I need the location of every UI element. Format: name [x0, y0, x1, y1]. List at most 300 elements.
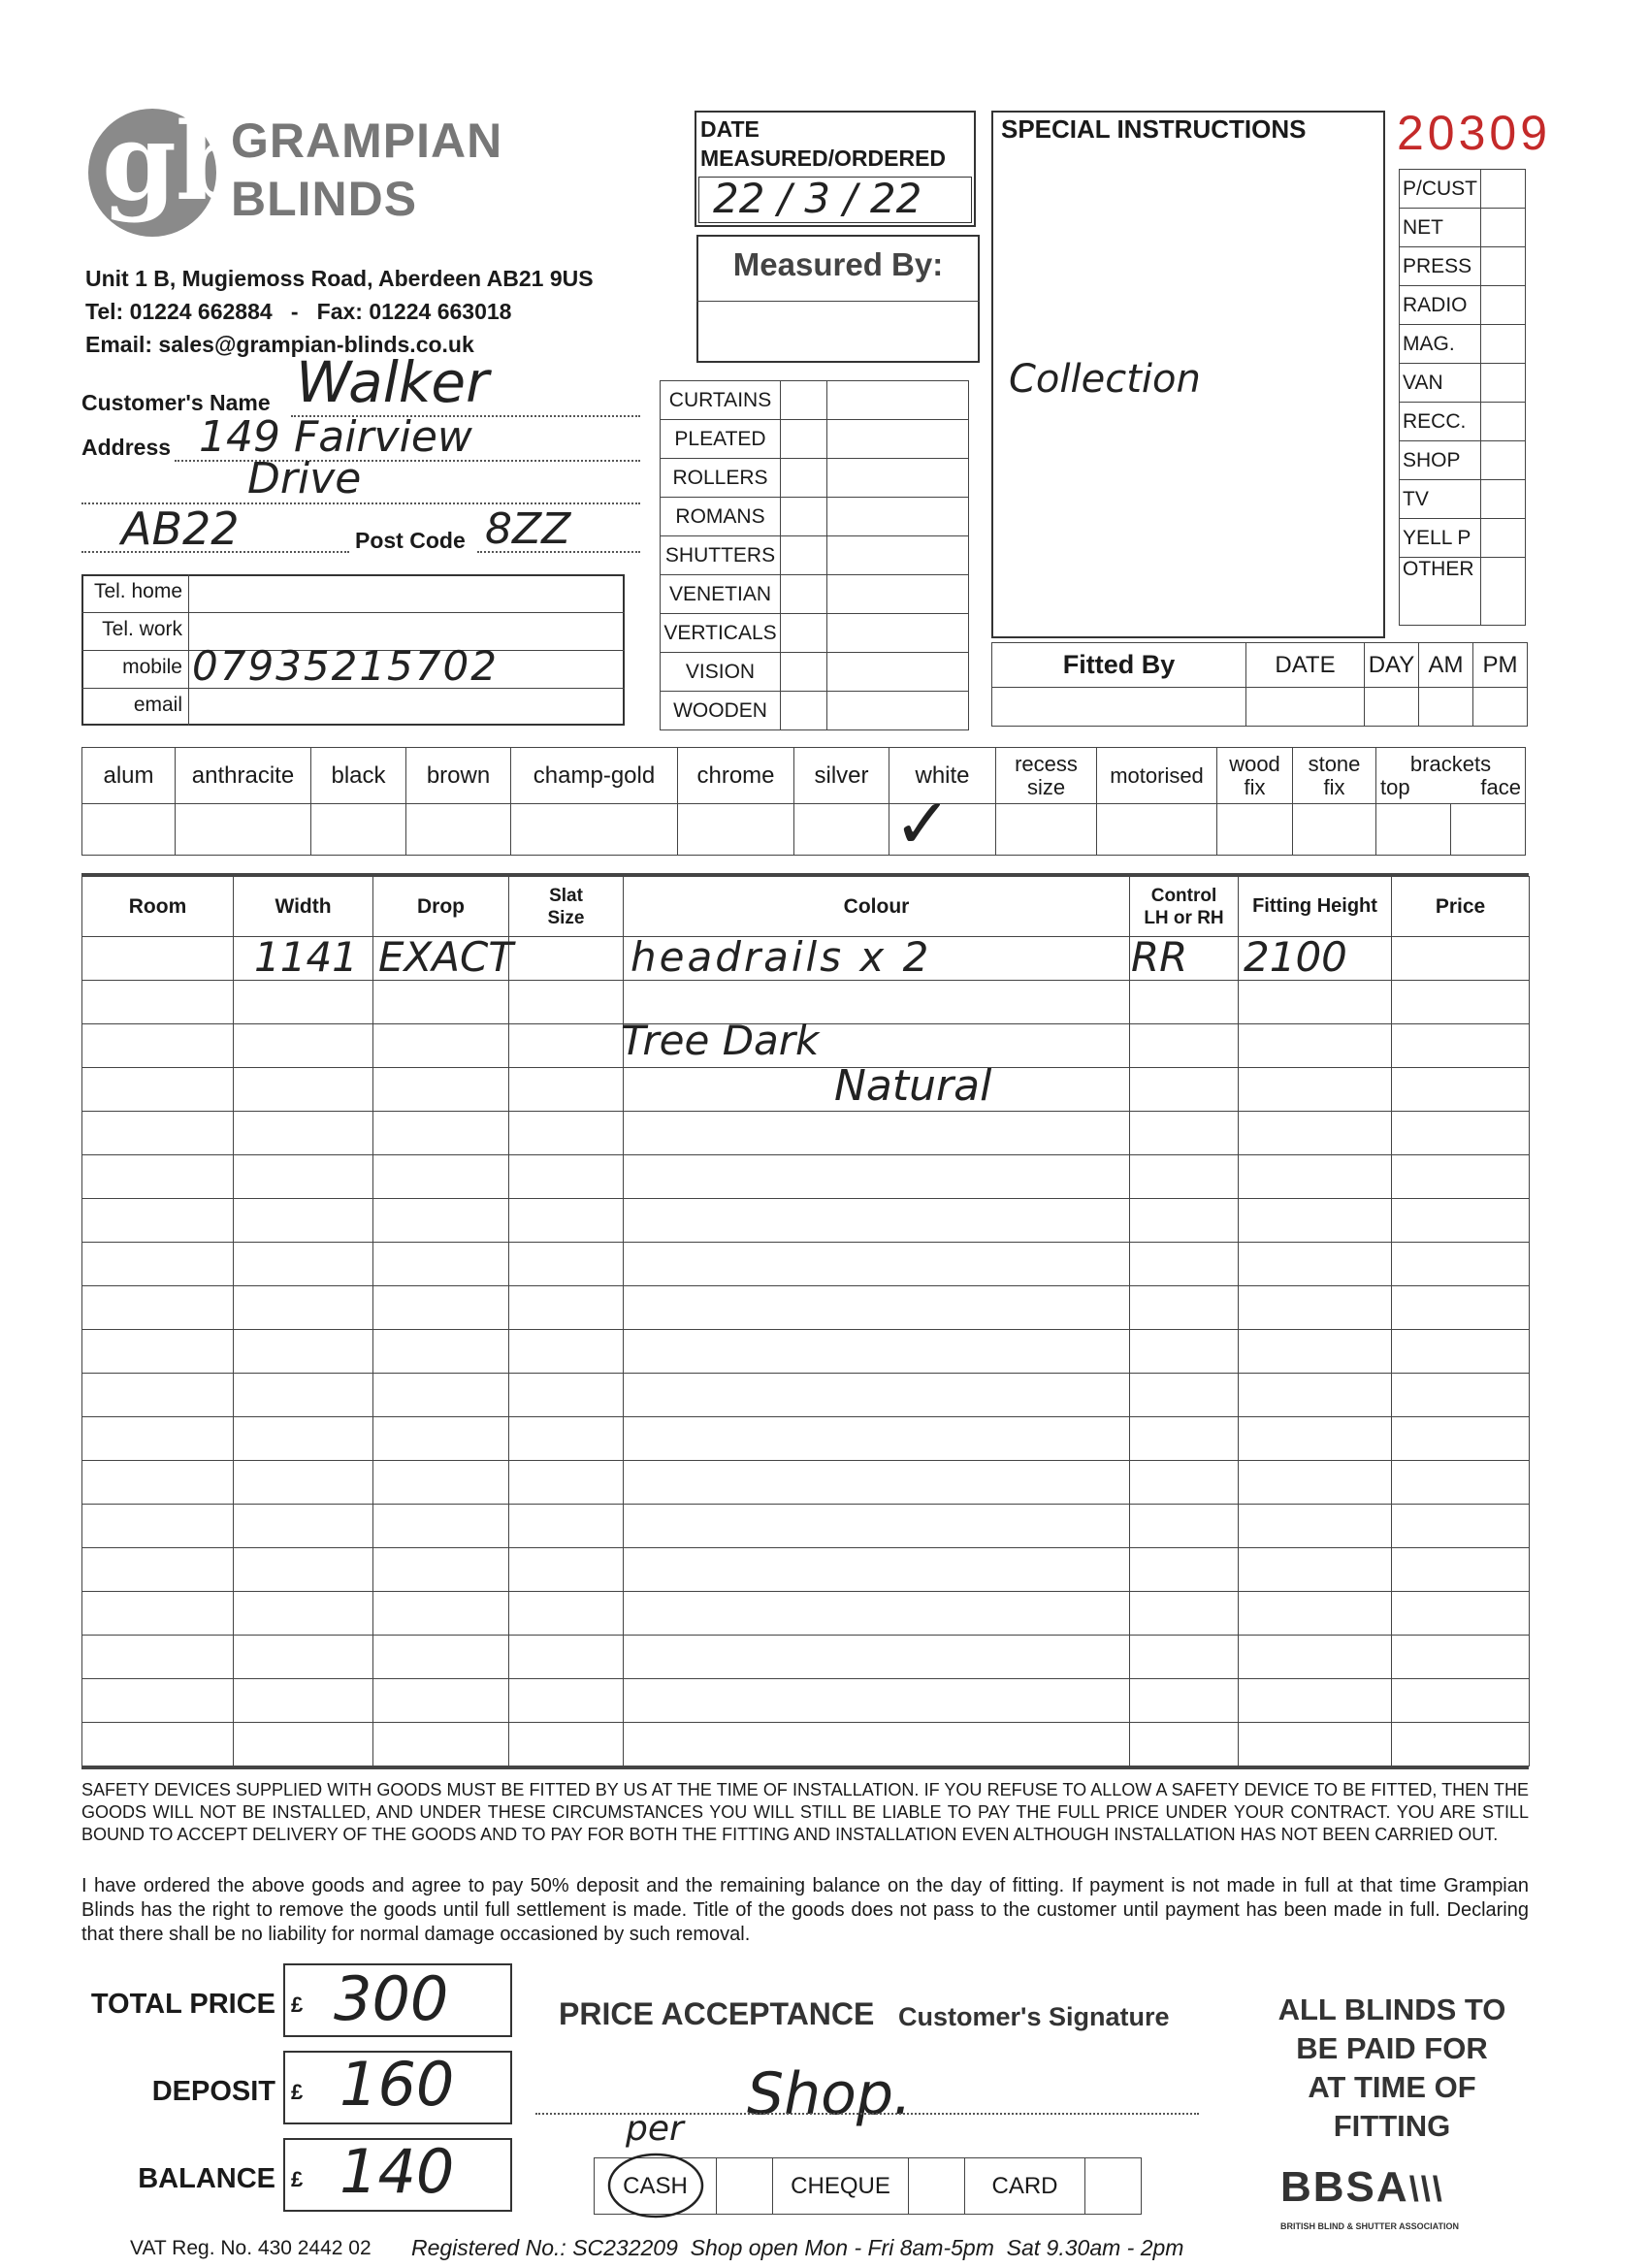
order-cell[interactable] [624, 1461, 1130, 1505]
order-cell[interactable] [1130, 981, 1239, 1024]
order-cell[interactable] [82, 1723, 234, 1766]
order-cell[interactable] [1239, 1024, 1392, 1068]
order-cell[interactable] [373, 981, 509, 1024]
bbsa-caption: BRITISH BLIND & SHUTTER ASSOCIATION [1280, 2221, 1459, 2231]
order-cell[interactable] [373, 1243, 509, 1286]
order-cell[interactable] [1392, 1112, 1530, 1155]
order-cell[interactable] [1392, 1024, 1530, 1068]
date-value: 22 / 3 / 22 [713, 175, 922, 222]
source-8-label: TV [1400, 480, 1481, 519]
order-cell[interactable] [509, 1461, 624, 1505]
order-cell[interactable] [82, 1374, 234, 1417]
order-cell[interactable] [373, 1461, 509, 1505]
finish-alum-checkbox[interactable] [82, 804, 176, 856]
table-row [82, 1505, 1530, 1548]
table-row [82, 1068, 1530, 1112]
source-7-label: SHOP [1400, 441, 1481, 480]
order-cell[interactable] [234, 1636, 373, 1679]
order-cell[interactable] [373, 1505, 509, 1548]
order-cell[interactable] [509, 1548, 624, 1592]
order-cell[interactable] [1239, 1636, 1392, 1679]
product-7-label: VISION [661, 653, 781, 692]
order-cell[interactable] [624, 1374, 1130, 1417]
order-cell[interactable] [624, 1330, 1130, 1374]
product-7-checkbox[interactable] [781, 653, 827, 692]
order-cell[interactable] [1392, 1330, 1530, 1374]
finish-brown-label: brown [406, 748, 511, 804]
deposit-value: 160 [340, 2049, 455, 2120]
order-cell[interactable] [234, 1068, 373, 1112]
product-8-checkbox[interactable] [781, 692, 827, 730]
order-cell[interactable] [1130, 1068, 1239, 1112]
order-cell[interactable] [1130, 1592, 1239, 1636]
source-5-label: VAN [1400, 364, 1481, 403]
order-cell[interactable] [234, 1112, 373, 1155]
order-cell[interactable] [82, 1505, 234, 1548]
agreement-terms: I have ordered the above goods and agree to pay 50% deposit and the remaining balance on the day of fitting. If payment is not made in full at that time Grampian Blinds has the right to remove the goods until full settlement is made. Title of the goods does not pass to the customer until payment has been made in full. Declaring that there shall be no liability for normal damage occasioned by such removal. [81, 1875, 1529, 1945]
order-cell[interactable] [1239, 1679, 1392, 1723]
product-2-checkbox[interactable] [781, 459, 827, 498]
product-4-notes[interactable] [827, 536, 969, 575]
order-table [81, 876, 1530, 1766]
order-cell[interactable] [234, 1461, 373, 1505]
order-cell[interactable] [373, 1024, 509, 1068]
order-cell[interactable] [234, 1723, 373, 1766]
order-cell[interactable] [509, 1374, 624, 1417]
order-cell[interactable] [1392, 1461, 1530, 1505]
order-cell[interactable] [624, 1723, 1130, 1766]
row1-control: RR [1131, 933, 1188, 981]
order-cell[interactable] [82, 981, 234, 1024]
order-cell[interactable] [82, 1548, 234, 1592]
order-cell[interactable] [1239, 1417, 1392, 1461]
order-cell[interactable] [234, 1199, 373, 1243]
order-cell[interactable] [1239, 1199, 1392, 1243]
order-cell[interactable] [1239, 1592, 1392, 1636]
order-cell[interactable] [1239, 981, 1392, 1024]
order-cell[interactable] [1392, 1592, 1530, 1636]
bbsa-stripes-icon: \\\ [1408, 2169, 1444, 2209]
order-cell[interactable] [509, 1024, 624, 1068]
table-row [82, 1461, 1530, 1505]
special-instructions-value: Collection [1009, 357, 1201, 402]
col-price: Price [1392, 877, 1530, 937]
order-cell[interactable] [509, 1636, 624, 1679]
source-8-checkbox[interactable] [1481, 480, 1526, 519]
notice-line3: AT TIME OF [1308, 2070, 1476, 2104]
order-cell[interactable] [1239, 1548, 1392, 1592]
address-line1: 149 Fairview [199, 412, 472, 462]
order-cell[interactable] [509, 1286, 624, 1330]
product-1-notes[interactable] [827, 420, 969, 459]
source-1-checkbox[interactable] [1481, 209, 1526, 247]
bbsa-logo [1280, 2163, 1444, 2212]
fitted-by-table [991, 642, 1528, 727]
order-cell[interactable] [82, 1417, 234, 1461]
order-cell[interactable] [373, 1679, 509, 1723]
table-row [82, 1374, 1530, 1417]
order-cell[interactable] [1130, 1112, 1239, 1155]
col-width: Width [234, 877, 373, 937]
measured-by-label: Measured By: [732, 246, 944, 282]
source-4-label: MAG. [1400, 325, 1481, 364]
finish-white-label: white [889, 748, 996, 804]
table-row [82, 1723, 1530, 1766]
order-cell[interactable] [373, 1112, 509, 1155]
address-line3: AB22 [121, 502, 240, 555]
order-cell[interactable] [509, 1199, 624, 1243]
total-price-label: TOTAL PRICE [90, 1989, 275, 2020]
finish-chrome-checkbox[interactable] [678, 804, 794, 856]
order-cell[interactable] [82, 1199, 234, 1243]
table-row [82, 1286, 1530, 1330]
order-cell[interactable] [1130, 1330, 1239, 1374]
row1-width: 1141 [254, 933, 358, 981]
fitted-by-label: Fitted By [992, 643, 1246, 688]
row1-drop: EXACT [378, 933, 514, 981]
finish-wood-fix-label [1217, 748, 1293, 804]
order-cell[interactable] [234, 1679, 373, 1723]
order-cell[interactable] [1130, 1286, 1239, 1330]
notice-line2: BE PAID FOR [1296, 2031, 1488, 2065]
order-cell[interactable] [624, 1592, 1130, 1636]
col-slat-line1: Slat [549, 885, 583, 906]
order-cell[interactable] [624, 1679, 1130, 1723]
email-label: email [133, 694, 182, 716]
order-cell[interactable] [1130, 1374, 1239, 1417]
order-cell[interactable] [509, 1112, 624, 1155]
order-cell[interactable] [1392, 937, 1530, 981]
order-cell[interactable] [509, 1155, 624, 1199]
order-cell[interactable] [373, 1199, 509, 1243]
motorised-label: motorised [1110, 762, 1204, 788]
order-cell[interactable] [509, 1243, 624, 1286]
order-cell[interactable] [1392, 1548, 1530, 1592]
order-cell[interactable] [1392, 1286, 1530, 1330]
table-row [82, 1417, 1530, 1461]
total-price-value: 300 [334, 1963, 449, 2034]
source-2-label: PRESS [1400, 247, 1481, 286]
order-cell[interactable] [509, 1679, 624, 1723]
product-4-label: SHUTTERS [661, 536, 781, 575]
order-cell[interactable] [1392, 981, 1530, 1024]
order-cell[interactable] [1130, 1243, 1239, 1286]
safety-terms: SAFETY DEVICES SUPPLIED WITH GOODS MUST BE FITTED BY US AT THE TIME OF INSTALLATION. IF YOU REFUSE TO ALLOW A SAFETY DEVICE TO BE FITTED, THEN THE GOODS WILL NOT BE INSTALLED, AND UNDER THESE CIRCUMSTANCES YOU WILL STILL BE LIABLE TO PAY THE FULL PRICE UNDER YOUR CONTRACT. YOU ARE STILL BOUND TO ACCEPT DELIVERY OF THE GOODS AND TO PAY FOR BOTH THE FITTING AND INSTALLATION EVEN ALTHOUGH INSTALLATION HAS NOT BEEN CARRIED OUT. [81, 1780, 1529, 1844]
finish-champ-gold-label: champ-gold [511, 748, 678, 804]
order-cell[interactable] [624, 1505, 1130, 1548]
postcode-value: 8ZZ [485, 504, 571, 554]
customer-name-value: Walker [296, 349, 489, 415]
order-cell[interactable] [373, 1286, 509, 1330]
col-control-line2: LH or RH [1144, 907, 1224, 928]
order-cell[interactable] [234, 1024, 373, 1068]
postcode-label: Post Code [355, 528, 466, 553]
finish-motorised-checkbox[interactable] [1097, 804, 1217, 856]
order-cell[interactable] [509, 1417, 624, 1461]
order-cell[interactable] [1239, 1068, 1392, 1112]
order-cell[interactable] [1239, 1112, 1392, 1155]
product-6-label: VERTICALS [661, 614, 781, 653]
col-fitting-height: Fitting Height [1239, 877, 1392, 937]
order-cell[interactable] [82, 1636, 234, 1679]
source-7-checkbox[interactable] [1481, 441, 1526, 480]
company-phone-fax: Tel: 01224 662884 - Fax: 01224 663018 [85, 299, 512, 324]
order-cell[interactable] [234, 1286, 373, 1330]
order-cell[interactable] [373, 1374, 509, 1417]
source-10-checkbox[interactable] [1481, 558, 1526, 626]
order-cell[interactable] [509, 1330, 624, 1374]
order-cell[interactable] [1130, 1461, 1239, 1505]
source-0-checkbox[interactable] [1481, 170, 1526, 209]
product-8-notes[interactable] [827, 692, 969, 730]
product-1-label: PLEATED [661, 420, 781, 459]
product-6-checkbox[interactable] [781, 614, 827, 653]
order-cell[interactable] [373, 1548, 509, 1592]
finish-silver-checkbox[interactable] [794, 804, 889, 856]
order-cell[interactable] [624, 1286, 1130, 1330]
mobile-value: 07935215702 [192, 642, 499, 690]
order-cell[interactable] [373, 1636, 509, 1679]
address-label: Address [81, 435, 172, 460]
customer-name-label: Customer's Name [81, 390, 271, 415]
grampian-logo-icon [82, 99, 251, 238]
order-cell[interactable] [1130, 1679, 1239, 1723]
order-cell[interactable] [234, 1417, 373, 1461]
fitted-date-label: DATE [1246, 643, 1365, 688]
order-cell[interactable] [373, 1723, 509, 1766]
finish-brown-checkbox[interactable] [406, 804, 511, 856]
order-cell[interactable] [1392, 1374, 1530, 1417]
product-3-notes[interactable] [827, 498, 969, 536]
order-cell[interactable] [1392, 1243, 1530, 1286]
order-cell[interactable] [373, 1155, 509, 1199]
recess-line1: recess [1015, 751, 1078, 776]
mobile-label: mobile [122, 656, 182, 678]
product-5-checkbox[interactable] [781, 575, 827, 614]
source-6-checkbox[interactable] [1481, 403, 1526, 441]
brackets-face-label: face [1480, 774, 1521, 799]
order-cell[interactable] [234, 1374, 373, 1417]
order-cell[interactable] [1392, 1417, 1530, 1461]
stone-line1: stone [1308, 751, 1361, 776]
order-cell[interactable] [82, 1330, 234, 1374]
order-cell[interactable] [624, 1417, 1130, 1461]
finish-motorised-label [1097, 748, 1217, 804]
row3-colour: Natural [834, 1061, 992, 1111]
order-cell[interactable] [234, 1243, 373, 1286]
order-cell[interactable] [509, 1505, 624, 1548]
notice-line1: ALL BLINDS TO [1277, 1993, 1506, 2026]
fitted-pm-label: PM [1473, 643, 1528, 688]
order-cell[interactable] [82, 1155, 234, 1199]
product-0-label: CURTAINS [661, 381, 781, 420]
payment-method-table [594, 2157, 1142, 2215]
white-tick-mark: ✓ [893, 783, 953, 864]
order-cell[interactable] [82, 1243, 234, 1286]
order-cell[interactable] [234, 981, 373, 1024]
registered-no: Registered No.: SC232209 Shop open Mon - Fri 8am-5pm Sat 9.30am - 2pm [411, 2235, 1184, 2260]
bbsa-logo-text: BBSA [1280, 2163, 1409, 2211]
order-cell[interactable] [1130, 1636, 1239, 1679]
cash-circled-mark-icon [602, 2151, 709, 2220]
order-cell[interactable] [1239, 1330, 1392, 1374]
company-name-line1: GRAMPIAN [231, 113, 503, 168]
source-4-checkbox[interactable] [1481, 325, 1526, 364]
table-row [82, 1243, 1530, 1286]
balance-label: BALANCE [138, 2163, 275, 2194]
order-cell[interactable] [1239, 1155, 1392, 1199]
finish-silver-label: silver [794, 748, 889, 804]
product-0-checkbox[interactable] [781, 381, 827, 420]
product-6-notes[interactable] [827, 614, 969, 653]
order-cell[interactable] [624, 1155, 1130, 1199]
date-label-line1: DATE [700, 116, 760, 142]
finish-wood-fix-checkbox[interactable] [1217, 804, 1293, 856]
finish-stone-fix-label [1293, 748, 1376, 804]
order-cell[interactable] [1130, 1723, 1239, 1766]
order-cell[interactable] [1392, 1505, 1530, 1548]
source-5-checkbox[interactable] [1481, 364, 1526, 403]
price-acceptance-label: PRICE ACCEPTANCE [559, 1996, 875, 2031]
order-cell[interactable] [82, 1592, 234, 1636]
order-cell[interactable] [82, 1068, 234, 1112]
recess-line2: size [1026, 774, 1066, 799]
date-label-line2: MEASURED/ORDERED [700, 146, 947, 171]
order-cell[interactable] [1130, 1155, 1239, 1199]
order-cell[interactable] [1392, 1199, 1530, 1243]
company-name-line2: BLINDS [231, 172, 418, 226]
payment-notice [1251, 1991, 1533, 2146]
order-cell[interactable] [624, 1636, 1130, 1679]
product-5-label: VENETIAN [661, 575, 781, 614]
brackets-top-label: top [1380, 774, 1410, 799]
order-cell[interactable] [1239, 1461, 1392, 1505]
order-cell[interactable] [234, 1592, 373, 1636]
order-cell[interactable] [1239, 1723, 1392, 1766]
order-cell[interactable] [82, 1461, 234, 1505]
order-cell[interactable] [82, 937, 234, 981]
order-cell[interactable] [1392, 1679, 1530, 1723]
order-cell[interactable] [234, 1505, 373, 1548]
cheque-option[interactable]: CHEQUE [773, 2158, 909, 2215]
table-row [82, 1330, 1530, 1374]
source-10-label: OTHER [1400, 558, 1481, 626]
source-3-label: RADIO [1400, 286, 1481, 325]
finish-champ-gold-checkbox[interactable] [511, 804, 678, 856]
finish-anthracite-checkbox[interactable] [176, 804, 311, 856]
source-table [1399, 169, 1526, 626]
order-cell[interactable] [1392, 1636, 1530, 1679]
finish-recess-size-checkbox[interactable] [996, 804, 1097, 856]
fitted-by-value [992, 688, 1246, 727]
order-cell[interactable] [82, 1024, 234, 1068]
order-cell[interactable] [1130, 1548, 1239, 1592]
tel-work-label: Tel. work [102, 618, 182, 640]
fitted-am-label: AM [1419, 643, 1473, 688]
table-row [82, 1199, 1530, 1243]
order-cell[interactable] [509, 981, 624, 1024]
balance-value: 140 [340, 2136, 455, 2207]
order-cell[interactable] [509, 1723, 624, 1766]
finish-brackets-label [1376, 748, 1526, 804]
source-6-label: RECC. [1400, 403, 1481, 441]
order-cell[interactable] [624, 1243, 1130, 1286]
finish-recess-size-label [996, 748, 1097, 804]
product-2-notes[interactable] [827, 459, 969, 498]
order-cell[interactable] [1130, 1199, 1239, 1243]
order-cell[interactable] [1392, 1155, 1530, 1199]
product-0-notes[interactable] [827, 381, 969, 420]
order-cell[interactable] [234, 1155, 373, 1199]
form-number: 20309 [1397, 106, 1552, 160]
deposit-currency: £ [291, 2080, 304, 2104]
col-colour: Colour [624, 877, 1130, 937]
table-row [82, 1548, 1530, 1592]
source-3-checkbox[interactable] [1481, 286, 1526, 325]
order-cell[interactable] [373, 1068, 509, 1112]
order-cell[interactable] [509, 937, 624, 981]
company-address: Unit 1 B, Mugiemoss Road, Aberdeen AB21 9US [85, 266, 594, 291]
order-cell[interactable] [1130, 1024, 1239, 1068]
order-cell[interactable] [624, 1199, 1130, 1243]
order-cell[interactable] [624, 1548, 1130, 1592]
order-cell[interactable] [1130, 1417, 1239, 1461]
order-cell[interactable] [234, 1330, 373, 1374]
fitted-date-value [1246, 688, 1365, 727]
finish-stone-fix-checkbox[interactable] [1293, 804, 1376, 856]
order-cell[interactable] [1392, 1723, 1530, 1766]
order-cell[interactable] [509, 1068, 624, 1112]
finish-black-checkbox[interactable] [311, 804, 406, 856]
col-slat-line2: Size [547, 907, 585, 928]
finish-white-checkbox[interactable] [889, 783, 996, 864]
order-cell[interactable] [373, 1330, 509, 1374]
source-9-checkbox[interactable] [1481, 519, 1526, 558]
source-0-label: P/CUST [1400, 170, 1481, 209]
product-3-checkbox[interactable] [781, 498, 827, 536]
product-5-notes[interactable] [827, 575, 969, 614]
order-cell[interactable] [373, 1417, 509, 1461]
notice-line4: FITTING [1333, 2109, 1451, 2143]
order-cell[interactable] [624, 1112, 1130, 1155]
cash-option[interactable]: CASH [623, 2172, 688, 2199]
deposit-label: DEPOSIT [151, 2076, 275, 2107]
finish-brackets-checkbox[interactable] [1376, 804, 1526, 856]
product-1-checkbox[interactable] [781, 420, 827, 459]
order-cell[interactable] [1239, 1374, 1392, 1417]
card-option[interactable]: CARD [965, 2158, 1085, 2215]
order-cell[interactable] [82, 1112, 234, 1155]
row1-colour: headrails x 2 [630, 933, 932, 981]
stone-line2: fix [1323, 774, 1345, 799]
product-4-checkbox[interactable] [781, 536, 827, 575]
order-cell[interactable] [1239, 1286, 1392, 1330]
order-cell[interactable] [1239, 1505, 1392, 1548]
order-cell[interactable] [1392, 1068, 1530, 1112]
source-2-checkbox[interactable] [1481, 247, 1526, 286]
order-cell[interactable] [509, 1592, 624, 1636]
order-cell[interactable] [82, 1679, 234, 1723]
order-cell[interactable] [1239, 1243, 1392, 1286]
order-cell[interactable] [82, 1286, 234, 1330]
order-cell[interactable] [1130, 1505, 1239, 1548]
product-3-label: ROMANS [661, 498, 781, 536]
vat-reg: VAT Reg. No. 430 2442 02 [130, 2237, 372, 2259]
order-cell[interactable] [373, 1592, 509, 1636]
order-cell[interactable] [234, 1548, 373, 1592]
product-7-notes[interactable] [827, 653, 969, 692]
product-type-table [660, 380, 969, 730]
